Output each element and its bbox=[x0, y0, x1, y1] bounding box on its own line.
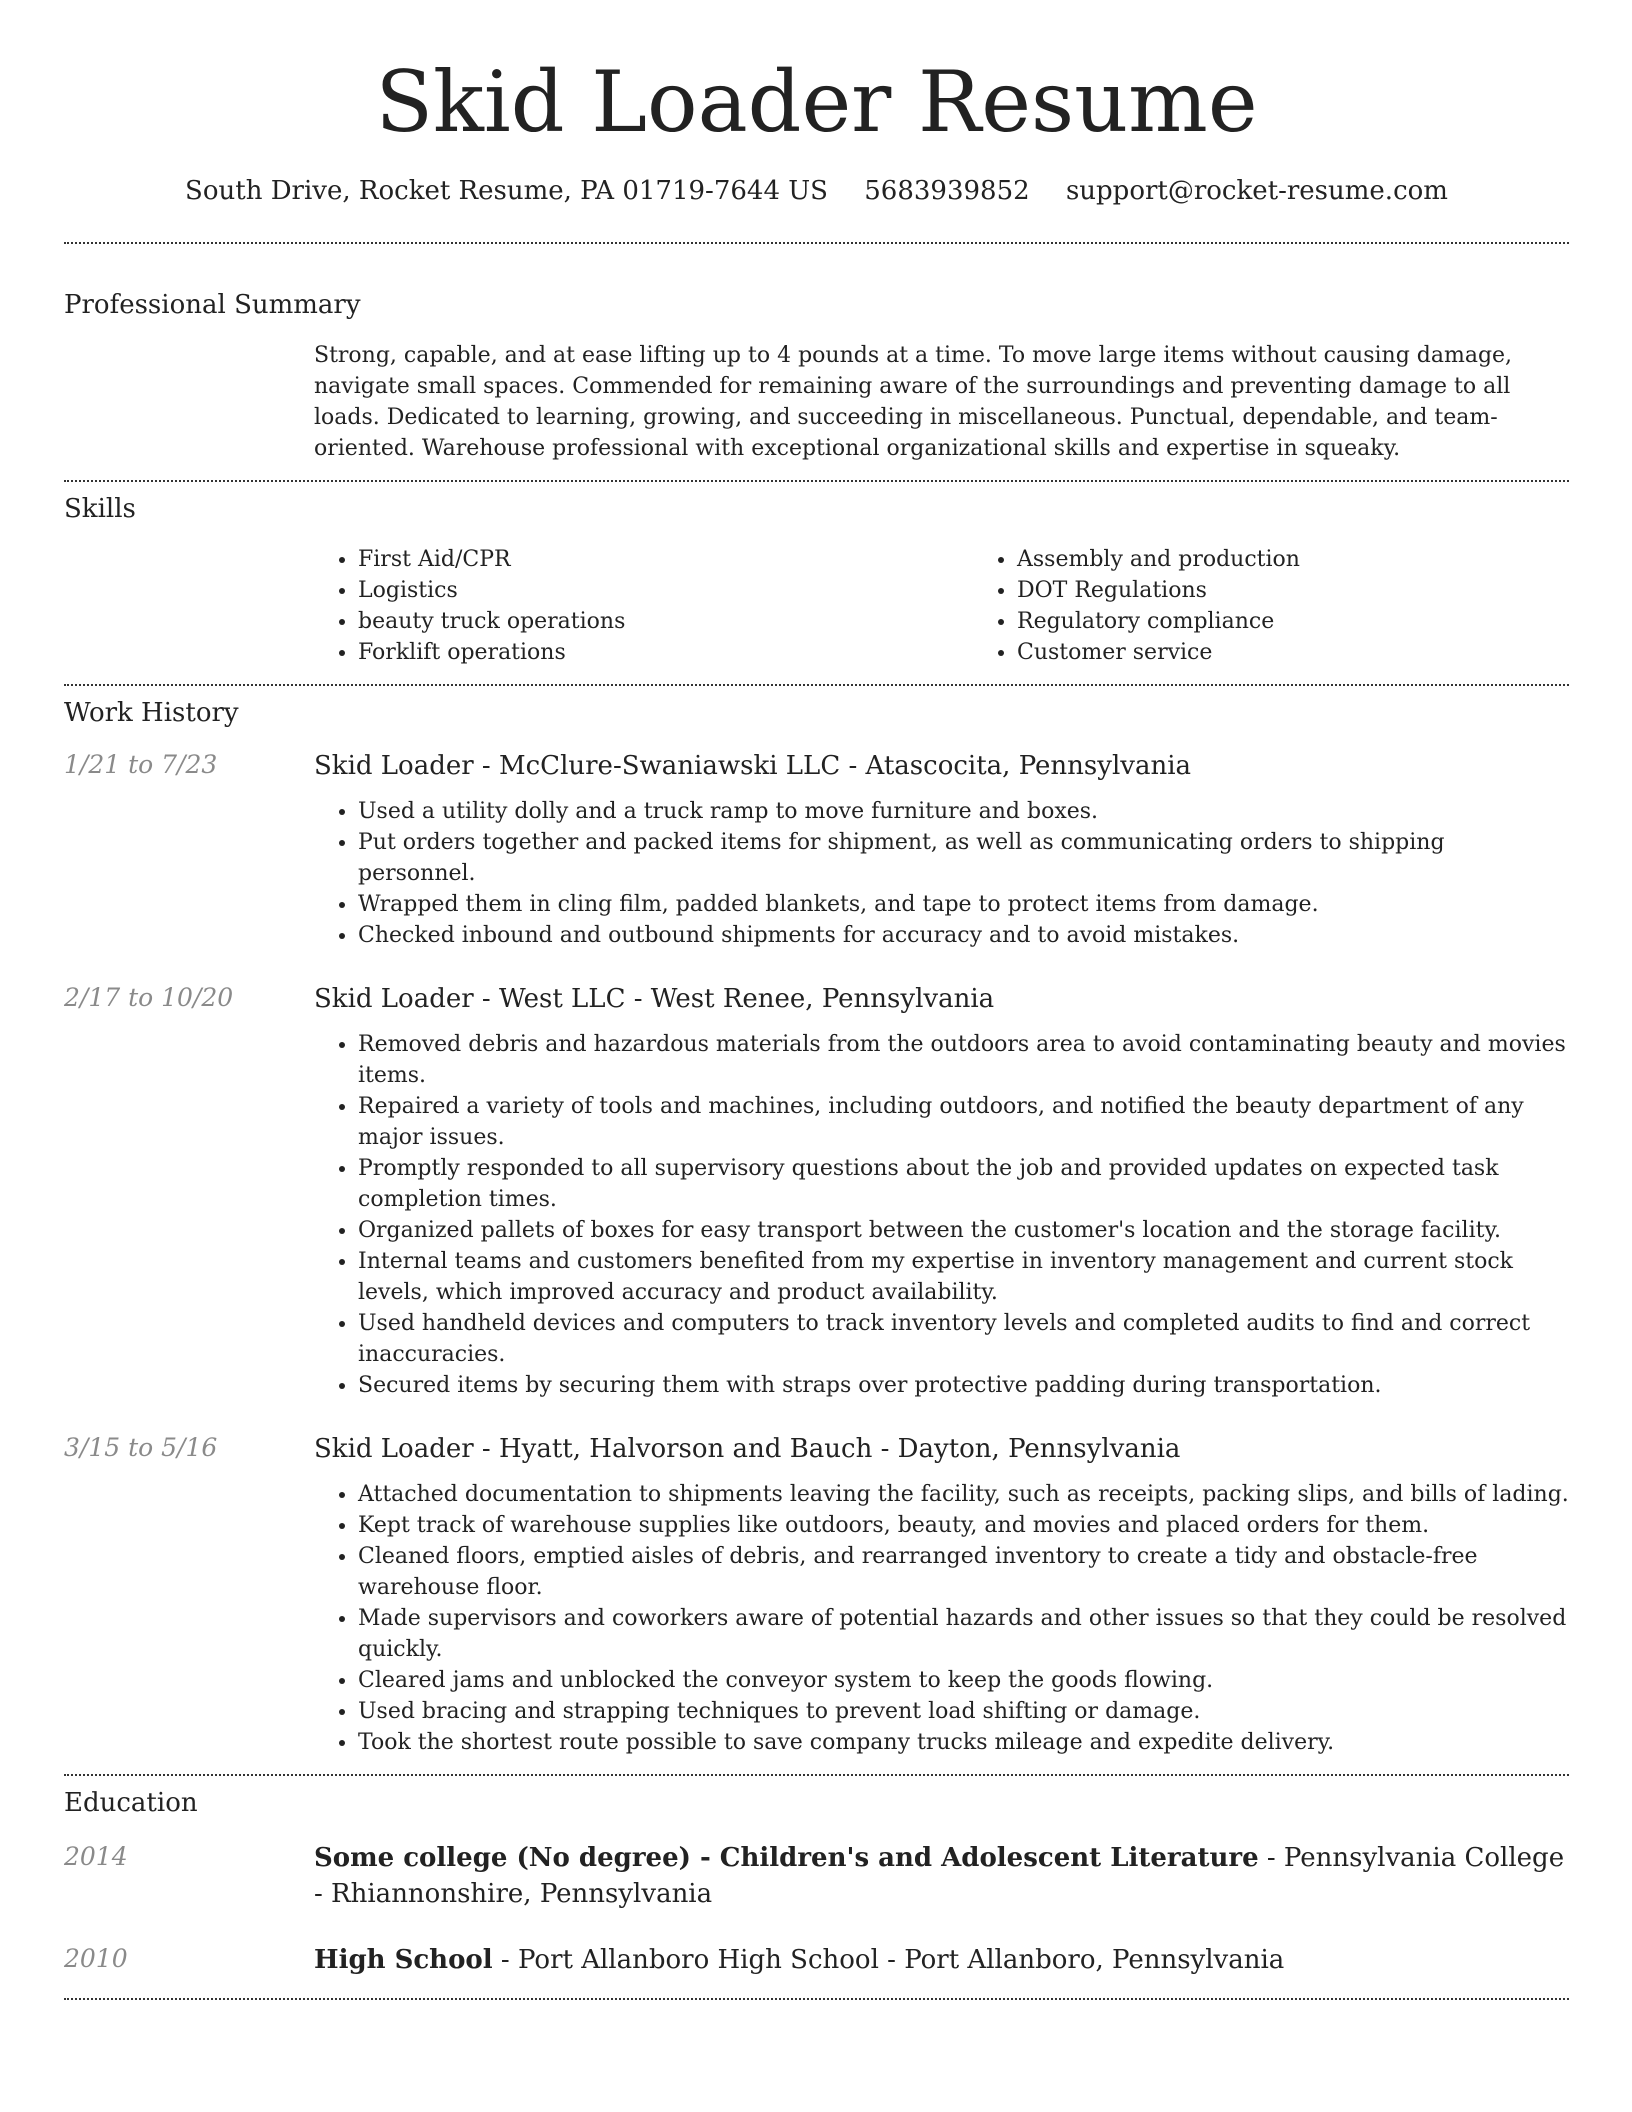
job-entry bbox=[64, 1431, 1569, 1758]
work-heading: Work History bbox=[64, 698, 239, 728]
job-bullet: • Promptly responded to all supervisory questions about the job and provided updates on expected task completion times. bbox=[358, 1153, 1569, 1215]
skills-list-left bbox=[314, 544, 973, 668]
job-bullet: • Organized pallets of boxes for easy transport between the customer's location and the storage facility. bbox=[358, 1215, 1569, 1246]
job-bullet: • Used a utility dolly and a truck ramp to move furniture and boxes. bbox=[358, 796, 1569, 827]
education-heading: Education bbox=[64, 1788, 198, 1818]
job-employer: - West LLC - West Renee, Pennsylvania bbox=[473, 984, 995, 1014]
job-bullet: • Cleared jams and unblocked the conveyor system to keep the goods flowing. bbox=[358, 1665, 1569, 1696]
job-bullet: • Took the shortest route possible to save company trucks mileage and expedite delivery. bbox=[358, 1727, 1569, 1758]
resume-page bbox=[64, 0, 1569, 2000]
skill-item: • Logistics bbox=[358, 575, 973, 606]
job-bullet: • Put orders together and packed items for shipment, as well as communicating orders to shipping personnel. bbox=[358, 827, 1569, 889]
job-bullet: • Internal teams and customers benefited from my expertise in inventory management and current stock levels, which improved accuracy and product availability. bbox=[358, 1246, 1569, 1308]
work-section bbox=[64, 686, 1569, 1758]
job-employer: - Hyatt, Halvorson and Bauch - Dayton, Pennsylvania bbox=[473, 1434, 1181, 1464]
skill-item: • Customer service bbox=[1017, 637, 1632, 668]
job-bullet: • Repaired a variety of tools and machines, including outdoors, and notified the beauty department of any major issues. bbox=[358, 1091, 1569, 1153]
education-year: 2010 bbox=[64, 1944, 128, 1973]
education-school: - Port Allanboro High School - Port Allanboro, Pennsylvania bbox=[492, 1945, 1285, 1975]
job-bullet: • Kept track of warehouse supplies like outdoors, beauty, and movies and placed orders for them. bbox=[358, 1510, 1569, 1541]
job-bullet: • Cleaned floors, emptied aisles of debris, and rearranged inventory to create a tidy and obstacle-free warehouse floor. bbox=[358, 1541, 1569, 1603]
job-dates: 3/15 to 5/16 bbox=[64, 1433, 218, 1462]
skill-item: • beauty truck operations bbox=[358, 606, 973, 637]
skills-heading: Skills bbox=[64, 494, 136, 524]
summary-text: Strong, capable, and at ease lifting up to 4 pounds at a time. To move large items without causing damage, navigate small spaces. Commended for remaining aware of the surroundings and preventing damage to all loads. Dedicated to learning, growing, and succeeding in miscellaneous. Punctual, dependable, and team-oriented. Warehouse professional with exceptional organizational skills and expertise in squeaky. bbox=[314, 343, 1513, 461]
job-position: Skid Loader bbox=[314, 1434, 474, 1464]
job-entry bbox=[64, 981, 1569, 1401]
skill-item: • Assembly and production bbox=[1017, 544, 1632, 575]
job-title bbox=[314, 1431, 1569, 1467]
job-employer: - McClure-Swaniawski LLC - Atascocita, Pennsylvania bbox=[473, 751, 1192, 781]
education-year: 2014 bbox=[64, 1842, 128, 1871]
resume-title: Skid Loader Resume bbox=[375, 53, 1258, 151]
job-bullets bbox=[314, 796, 1569, 951]
skills-list-right bbox=[973, 544, 1632, 668]
job-bullet: • Wrapped them in cling film, padded blankets, and tape to protect items from damage. bbox=[358, 889, 1569, 920]
education-entry bbox=[64, 1840, 1569, 1912]
education-degree: High School bbox=[314, 1945, 493, 1975]
skill-item: • DOT Regulations bbox=[1017, 575, 1632, 606]
job-position: Skid Loader bbox=[314, 984, 474, 1014]
education-title bbox=[314, 1840, 1569, 1912]
education-section bbox=[64, 1776, 1569, 1978]
job-bullet: • Made supervisors and coworkers aware of potential hazards and other issues so that they could be resolved quickly. bbox=[358, 1603, 1569, 1665]
skill-item: • Regulatory compliance bbox=[1017, 606, 1632, 637]
education-school: - Pennsylvania College - Rhiannonshire, Pennsylvania bbox=[314, 1843, 1565, 1909]
job-title bbox=[314, 981, 1569, 1017]
education-entry bbox=[64, 1942, 1569, 1978]
skill-item: • Forklift operations bbox=[358, 637, 973, 668]
job-position: Skid Loader bbox=[314, 751, 474, 781]
job-bullets bbox=[314, 1029, 1569, 1401]
job-bullet: • Removed debris and hazardous materials from the outdoors area to avoid contaminating beauty and movies items. bbox=[358, 1029, 1569, 1091]
job-entry bbox=[64, 748, 1569, 951]
contact-line bbox=[64, 174, 1569, 208]
summary-section bbox=[64, 244, 1569, 464]
contact-phone: 5683939852 bbox=[864, 176, 1030, 206]
job-bullet: • Used bracing and strapping techniques to prevent load shifting or damage. bbox=[358, 1696, 1569, 1727]
job-dates: 2/17 to 10/20 bbox=[64, 983, 234, 1012]
divider bbox=[64, 1998, 1569, 2000]
contact-email: support@rocket-resume.com bbox=[1065, 176, 1448, 206]
education-degree: Some college (No degree) - Children's and Adolescent Literature bbox=[314, 1843, 1259, 1873]
job-bullet: • Used handheld devices and computers to track inventory levels and completed audits to find and correct inaccuracies. bbox=[358, 1308, 1569, 1370]
job-bullet: • Checked inbound and outbound shipments for accuracy and to avoid mistakes. bbox=[358, 920, 1569, 951]
contact-address: South Drive, Rocket Resume, PA 01719-7644 US bbox=[185, 176, 828, 206]
education-title bbox=[314, 1942, 1569, 1978]
skills-section bbox=[64, 482, 1569, 668]
job-bullet: • Secured items by securing them with straps over protective padding during transportation. bbox=[358, 1370, 1569, 1401]
job-bullet: • Attached documentation to shipments leaving the facility, such as receipts, packing slips, and bills of lading. bbox=[358, 1479, 1569, 1510]
job-dates: 1/21 to 7/23 bbox=[64, 750, 218, 779]
job-bullets bbox=[314, 1479, 1569, 1758]
summary-heading: Professional Summary bbox=[64, 290, 361, 320]
skill-item: • First Aid/CPR bbox=[358, 544, 973, 575]
job-title bbox=[314, 748, 1569, 784]
